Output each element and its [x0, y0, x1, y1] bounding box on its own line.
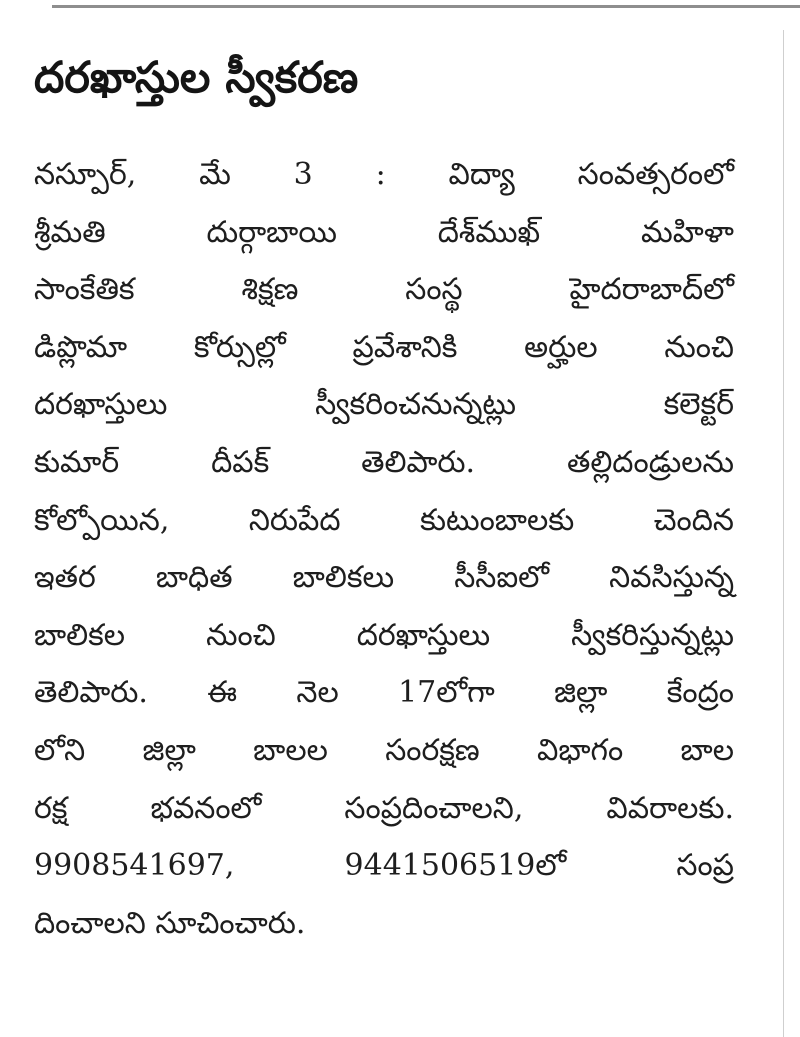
- body-line: కోల్పోయిన, నిరుపేద కుటుంబాలకు చెందిన: [34, 502, 734, 538]
- body-line: లోని జిల్లా బాలల సంరక్షణ విభాగం బాల: [34, 732, 734, 768]
- body-line: దించాలని సూచించారు.: [34, 905, 306, 941]
- column-divider: [783, 30, 784, 1037]
- body-line: శ్రీమతి దుర్గాబాయి దేశ్‌ముఖ్ మహిళా: [34, 214, 734, 250]
- body-line: నస్పూర్, మే 3 : విద్యా సంవత్సరంలో: [34, 157, 734, 192]
- body-line: రక్ష భవనంలో సంప్రదించాలని, వివరాలకు.: [34, 790, 734, 826]
- body-line: దరఖాస్తులు స్వీకరించనున్నట్లు కలెక్టర్: [34, 387, 734, 423]
- body-line: బాలికల నుంచి దరఖాస్తులు స్వీకరిస్తున్నట్లు: [34, 617, 734, 653]
- body-line: 9908541697, 9441506519లో సంప్ర: [34, 848, 734, 884]
- body-line: సాంకేతిక శిక్షణ సంస్థ హైదరాబాద్‌లో: [34, 272, 734, 308]
- body-line: ఇతర బాధిత బాలికలు సీసీఐలో నివసిస్తున్న: [34, 560, 734, 596]
- top-rule: [52, 5, 800, 8]
- article-body: [34, 146, 734, 952]
- body-line: డిప్లొమా కోర్సుల్లో ప్రవేశానికి అర్హుల నుంచి: [34, 329, 734, 365]
- body-line: కుమార్ దీపక్ తెలిపారు. తల్లిదండ్రులను: [34, 444, 734, 480]
- headline: దరఖాస్తుల స్వీకరణ: [34, 53, 359, 103]
- body-line: తెలిపారు. ఈ నెల 17లోగా జిల్లా కేంద్రం: [34, 675, 734, 711]
